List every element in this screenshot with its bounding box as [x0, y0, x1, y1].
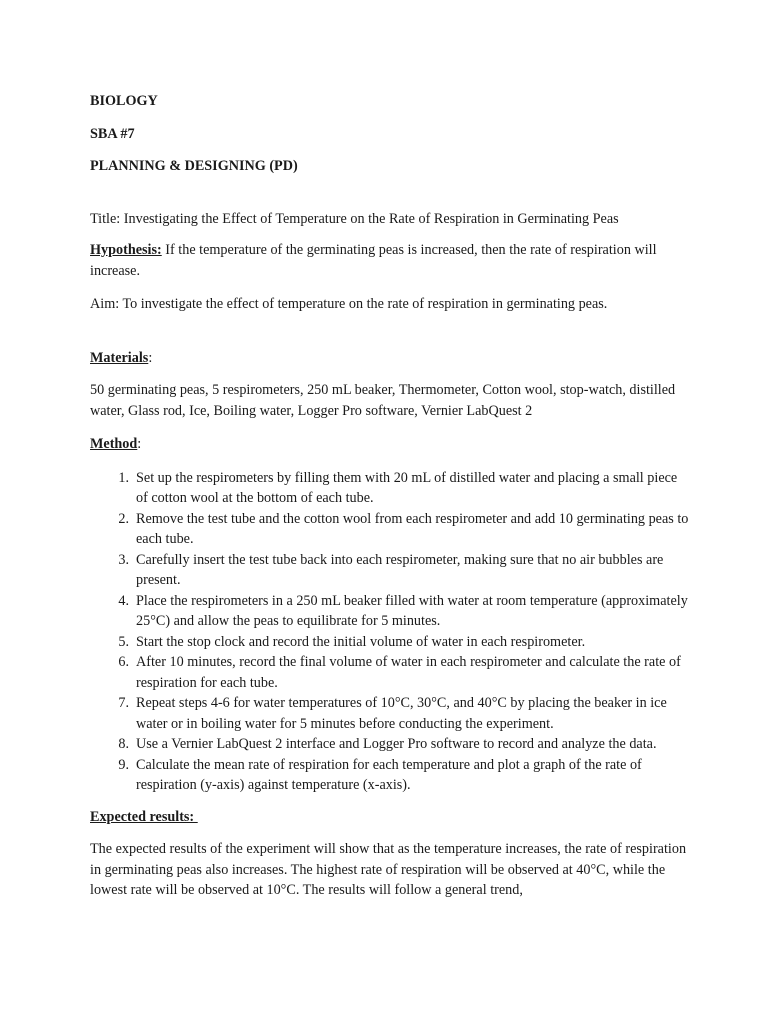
method-step — [90, 591, 690, 632]
expected-results-label: Expected results: — [90, 808, 198, 825]
aim-paragraph: Aim: To investigate the effect of temperature on the rate of respiration in germinating peas. — [90, 296, 608, 312]
method-colon: : — [137, 436, 142, 452]
document-page — [90, 91, 690, 901]
expected-results-heading — [90, 807, 690, 828]
materials-list: 50 germinating peas, 5 respirometers, 250 mL beaker, Thermometer, Cotton wool, stop-watch, distilled water, Glass rod, Ice, Boiling water, Logger Pro software, Vernier LabQuest 2 — [90, 382, 676, 419]
method-step — [90, 755, 690, 796]
step-text: Start the stop clock and record the initial volume of water in each respirometer. — [136, 633, 586, 650]
step-text: Carefully insert the test tube back into each respirometer, making sure that no air bubbles are present. — [136, 551, 664, 588]
method-step — [90, 693, 690, 734]
step-text: Place the respirometers in a 250 mL beaker filled with water at room temperature (approximately 25°C) and allow the peas to equilibrate for 5 minutes. — [136, 592, 688, 629]
method-heading — [90, 434, 690, 455]
method-label: Method — [90, 436, 138, 452]
subject-heading: BIOLOGY — [90, 93, 158, 109]
step-text: Calculate the mean rate of respiration for each temperature and plot a graph of the rate of respiration (y-axis) against temperature (x-axis). — [136, 756, 642, 793]
method-step — [90, 632, 690, 653]
materials-label: Materials — [90, 349, 149, 366]
method-step — [90, 468, 690, 509]
step-number: 5. — [118, 633, 129, 650]
method-step — [90, 652, 690, 693]
step-text: Remove the test tube and the cotton wool from each respirometer and add 10 germinating peas to each tube. — [136, 510, 689, 547]
document-title: Title: Investigating the Effect of Temperature on the Rate of Respiration in Germinating Peas — [90, 210, 619, 227]
step-text: Set up the respirometers by filling them with 20 mL of distilled water and placing a small piece of cotton wool at the bottom of each tube. — [136, 469, 678, 506]
hypothesis-text: If the temperature of the germinating peas is increased, then the rate of respiration will increase. — [90, 242, 657, 279]
method-step — [90, 734, 690, 755]
method-step — [90, 509, 690, 550]
step-number: 3. — [118, 551, 129, 568]
section-heading: PLANNING & DESIGNING (PD) — [90, 158, 298, 174]
step-text: Use a Vernier LabQuest 2 interface and Logger Pro software to record and analyze the data. — [136, 736, 657, 752]
step-number: 8. — [118, 736, 129, 752]
materials-heading — [90, 348, 690, 369]
materials-colon: : — [148, 349, 153, 366]
expected-results-paragraph: The expected results of the experiment will show that as the temperature increases, the rate of respiration in germinating peas also increases. The highest rate of respiration will be observed at 40°C, while the lowest rate will be observed at 10°C. The results will follow a general trend, — [90, 841, 687, 898]
step-number: 2. — [118, 510, 129, 527]
hypothesis-label: Hypothesis: — [90, 242, 162, 258]
step-text: After 10 minutes, record the final volume of water in each respirometer and calculate the rate of respiration for each tube. — [136, 654, 681, 691]
step-number: 4. — [118, 592, 129, 609]
step-number: 6. — [118, 654, 129, 670]
method-step — [90, 550, 690, 591]
step-number: 9. — [118, 756, 129, 773]
hypothesis-paragraph — [90, 240, 690, 281]
step-text: Repeat steps 4-6 for water temperatures of 10°C, 30°C, and 40°C by placing the beaker in ice water or in boiling water for 5 minutes before conducting the experiment. — [136, 695, 667, 732]
sba-heading: SBA #7 — [90, 125, 135, 142]
step-number: 7. — [118, 695, 129, 711]
step-number: 1. — [118, 469, 129, 486]
method-steps-list — [90, 468, 690, 796]
